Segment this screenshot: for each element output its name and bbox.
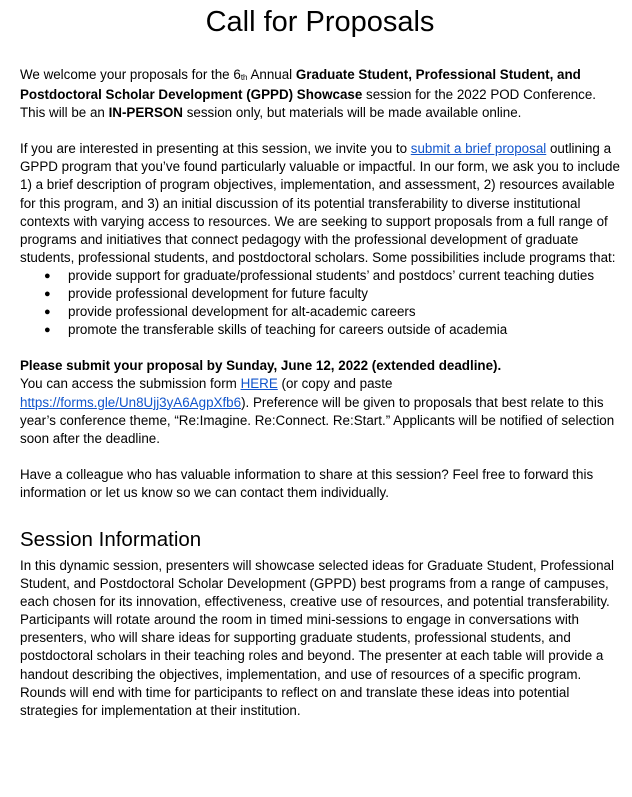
list-item (44, 321, 620, 339)
bullet-icon: ● (44, 324, 51, 337)
interest-paragraph (20, 140, 620, 267)
deadline-text-1: You can access the submission form (20, 376, 241, 392)
list-item-text: provide professional development for alt-academic careers (68, 304, 416, 320)
intro-paragraph (20, 66, 620, 122)
submission-url-link[interactable]: https://forms.gle/Un8Ujj3yA6AgpXfb6 (20, 394, 242, 410)
list-item (44, 285, 620, 303)
document-page (20, 0, 620, 720)
bullet-icon: ● (44, 288, 51, 301)
deadline-heading: Please submit your proposal by Sunday, June 12, 2022 (extended deadline). (20, 358, 502, 374)
submit-proposal-link[interactable]: submit a brief proposal (410, 141, 547, 157)
list-item-text: provide support for graduate/professional students’ and postdocs’ current teaching duties (68, 267, 595, 283)
intro-text-3: session for the 2022 POD Conference. This will be an (20, 87, 597, 121)
intro-superscript: th (240, 73, 248, 82)
list-item (44, 267, 620, 285)
interest-text-2: outlining a GPPD program that you’ve found particularly valuable or impactful. In our form, we ask you to include 1) a brief description of program objectives, implementation, and assessment, 2) resources available for this program, and 3) an initial discussion of its potential transferability to diverse institutional contexts with varying access to resources. We are seeking to support proposals from a full range of programs and initiatives that connect pedagogy with the professional development of graduate students, professional students, and postdoctoral scholars. Some possibilities include programs that: (20, 141, 620, 265)
submission-form-link[interactable]: HERE (240, 376, 278, 392)
deadline-text-2: (or copy and paste (277, 376, 393, 392)
intro-in-person: IN-PERSON (108, 105, 183, 121)
page-title: Call for Proposals (205, 6, 435, 38)
session-information-paragraph: In this dynamic session, presenters will showcase selected ideas for Graduate Student, Professional Student, and Postdoctoral Scholar Development (GPPD) best programs from a range of campuses, each chosen for its innovation, effectiveness, creative use of resources, and potential transferability. Participants will rotate around the room in timed mini-sessions to engage in conversations with presenters, who will share ideas for supporting graduate students, professional students, and postdoctoral scholars in their teaching roles and beyond. The presenter at each table will provide a handout describing the objectives, implementation, and use of resources of a specific program. Rounds will end with time for participants to reflect on and translate these ideas into potential strategies for implementation at their institution. (20, 557, 614, 718)
program-possibilities-list (20, 267, 620, 339)
intro-text-1: We welcome your proposals for the 6 (20, 67, 241, 82)
list-item-text: provide professional development for future faculty (68, 286, 368, 302)
bullet-icon: ● (44, 269, 51, 282)
intro-showcase-name: Graduate Student, Professional Student, and Postdoctoral Scholar Development (GPPD) Showcase (20, 67, 581, 103)
interest-text-1: If you are interested in presenting at this session, we invite you to (20, 141, 411, 157)
bullet-icon: ● (44, 306, 51, 319)
session-information-heading: Session Information (20, 527, 202, 551)
colleague-paragraph: Have a colleague who has valuable information to share at this session? Feel free to forward this information or let us know so we can contact them individually. (20, 466, 594, 500)
intro-text-4: session only, but materials will be made available online. (182, 105, 522, 121)
deadline-paragraph (20, 357, 620, 447)
deadline-text-3: ). Preference will be given to proposals that best relate to this year’s conference theme, “Re:Imagine. Re:Connect. Re:Start.” Applicants will be notified of selection soon after the deadline. (20, 394, 615, 446)
list-item-text: promote the transferable skills of teaching for careers outside of academia (68, 322, 508, 338)
intro-text-2: Annual (247, 67, 296, 82)
list-item (44, 303, 620, 321)
